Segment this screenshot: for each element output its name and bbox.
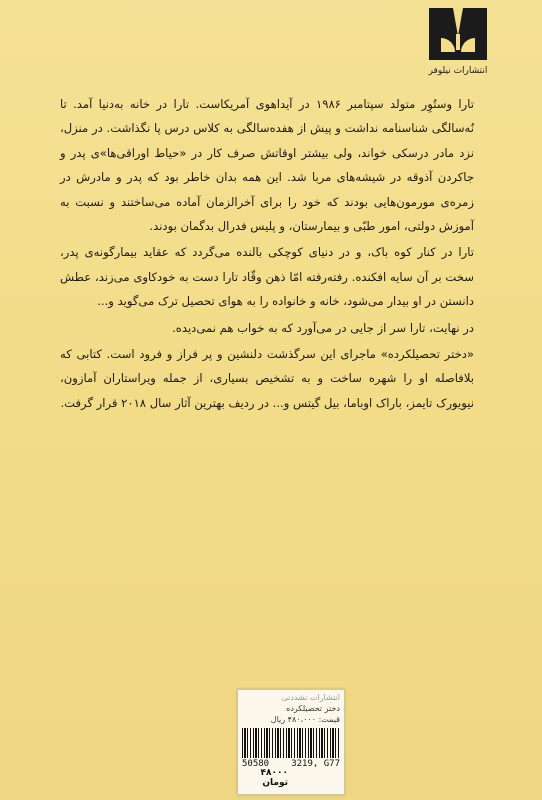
barcode (242, 728, 340, 758)
description-paragraph: «دختر تحصیلکرده» ماجرای این سرگذشت دلنشین و پر فراز و فرود است. کتابی که بلافاصله او را شهره ساخت و به تشخیص بسیاری، از جمله ویراستاران آمازون، نیویورک تایمز، باراک اوباما، بیل گیتس و... در ردیف بهترین آثار سال ۲۰۱۸ قرار گرفت. (60, 347, 474, 410)
description-paragraph: در نهایت، تارا سر از جایی در می‌آورد که به خواب هم نمی‌دیده. (172, 320, 474, 335)
publisher-name: انتشارات نیلوفر (428, 66, 488, 76)
barcode-code-right: 3219, G77 (291, 759, 340, 769)
sticker-title-line: دختر تحصیلکرده (286, 704, 340, 713)
book-description (60, 92, 474, 415)
description-paragraph: تارا وستُوِر متولد سپتامبر ۱۹۸۶ در آیداهوی آمریکاست. تارا در خانه به‌دنیا آمد. تا نُه‌سالگی شناسنامه نداشت و پیش از هفده‌سالگی به کلاس درس پا نگذاشت. در منزل، نزد مادر درسکی خواند، ولی بیشتر اوقاتش صرف کار در «حیاط اوراقی‌ها»ی پدر و جاکردن آذوقه در شیشه‌های مربا شد. این همه بدان خاطر بود که پدر و مادرش در زمره‌ی مورمون‌هایی بودند که خود را برای آخرالزمان آماده می‌ساختند و نسبت به آموزش دولتی، امور طبّی و بیمارستان، و پلیس فدرال بدگمان بودند. (60, 97, 474, 234)
barcode-code-left: 50580 (242, 759, 270, 769)
price-tag: ۴۸۰۰۰ تومان (260, 768, 288, 788)
sticker-store-line: انتشارات نشددنی (281, 693, 340, 702)
publisher-logo (428, 8, 488, 82)
sticker-price-line: قیمت: ۴۸۰،۰۰۰ ریال (270, 715, 340, 724)
description-paragraph: تارا در کنار کوه باک، و در دنیای کوچکی بالنده می‌گردد که عقاید بیمارگونه‌ی پدر، سخت بر آن سایه افکنده. رفته‌رفته امّا ذهن وقّاد تارا دست به خودکاوی می‌زند، عطش دانستن در او بیدار می‌شود، خانه و خانواده را به هوای تحصیل ترک می‌گوید و... (60, 245, 474, 309)
niloufar-logo-icon (429, 8, 487, 60)
